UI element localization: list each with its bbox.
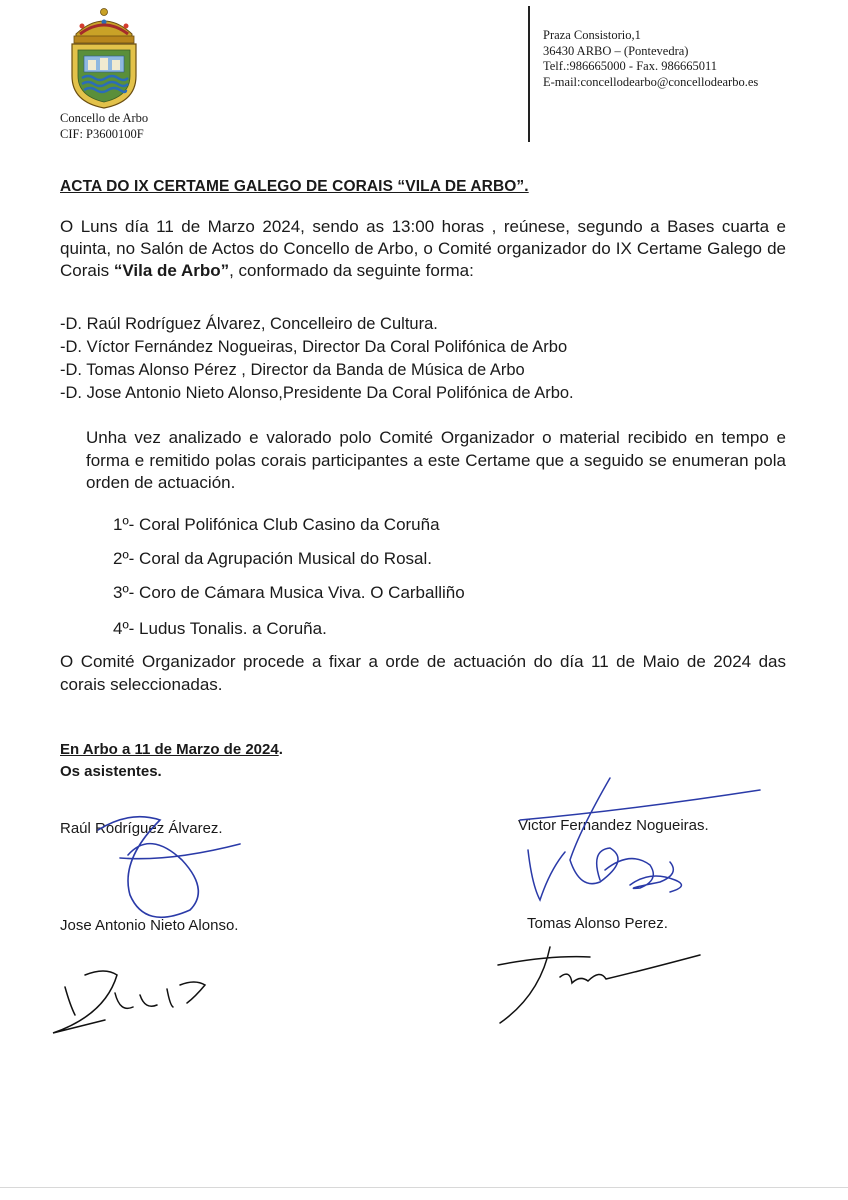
choir-item: 2º- Coral da Agrupación Musical do Rosal. [113,549,432,568]
coat-of-arms-icon [62,4,146,112]
member-item: -D. Raúl Rodríguez Álvarez, Concelleiro de Cultura. [60,315,438,333]
signature-name-victor: Victor Fernandez Nogueiras. [518,817,709,834]
address-phone: Telf.:986665000 - Fax. 986665011 [543,59,717,73]
intro-text-end: , conformado da seguinte forma: [229,261,474,280]
org-name: Concello de Arbo [60,111,149,125]
header-divider [528,6,530,142]
closing-paragraph: O Comité Organizador procede a fixar a orde de actuación do día 11 de Maio de 2024 das corais seleccionadas. [60,652,786,694]
address-block [543,28,758,90]
member-item: -D. Jose Antonio Nieto Alonso,Presidente Da Coral Polifónica de Arbo. [60,384,574,402]
signature-jose-mark [45,955,225,1055]
committee-members-list [60,313,786,405]
org-cif: CIF: P3600100F [60,127,144,141]
intro-text-start: O Luns día 11 de Marzo 2024, sendo as 13:00 horas , reúnese, segundo a Bases cuarta e quinta, no Salón de Actos do Concello de Arbo, o Comité organizador do IX Certame Galego de Corais [60,217,786,280]
signature-name-jose: Jose Antonio Nieto Alonso. [60,917,239,934]
attendees-label: Os asistentes. [60,763,162,780]
place-date-text: En Arbo a 11 de Marzo de 2024 [60,741,279,758]
place-date-period: . [278,741,283,758]
document-title: ACTA DO IX CERTAME GALEGO DE CORAIS “VILA DE ARBO”. [60,178,529,195]
organization-block [60,110,148,142]
intro-paragraph [60,216,786,282]
choir-item: 1º- Coral Polifónica Club Casino da Coruña [113,515,440,534]
address-street: Praza Consistorio,1 [543,28,641,42]
signature-tomas-mark [490,935,710,1030]
choir-item: 3º- Coro de Cámara Musica Viva. O Carballiño [113,583,465,602]
place-and-date [60,741,283,758]
choir-item: 4º- Ludus Tonalis. a Coruña. [113,619,327,638]
address-postal: 36430 ARBO – (Pontevedra) [543,43,689,58]
signature-name-raul: Raúl Rodríguez Álvarez. [60,820,223,837]
member-item: -D. Víctor Fernández Nogueiras, Director Da Coral Polifónica de Arbo [60,338,568,356]
footer-divider [0,1187,848,1188]
address-email: E-mail:concellodearbo@concellodearbo.es [543,74,759,89]
signature-victor-mark [510,770,770,920]
intro-event-name: “Vila de Arbo” [113,261,230,280]
analysis-paragraph: Unha vez analizado e valorado polo Comité Organizador o material recibido en tempo e forma e remitido polas corais participantes a este Certame que a seguido se enumeran pola orden de actuación. [86,428,786,492]
member-item: -D. Tomas Alonso Pérez , Director da Banda de Música de Arbo [60,361,525,379]
signature-raul-mark [90,800,260,930]
signature-name-tomas: Tomas Alonso Perez. [527,915,668,932]
